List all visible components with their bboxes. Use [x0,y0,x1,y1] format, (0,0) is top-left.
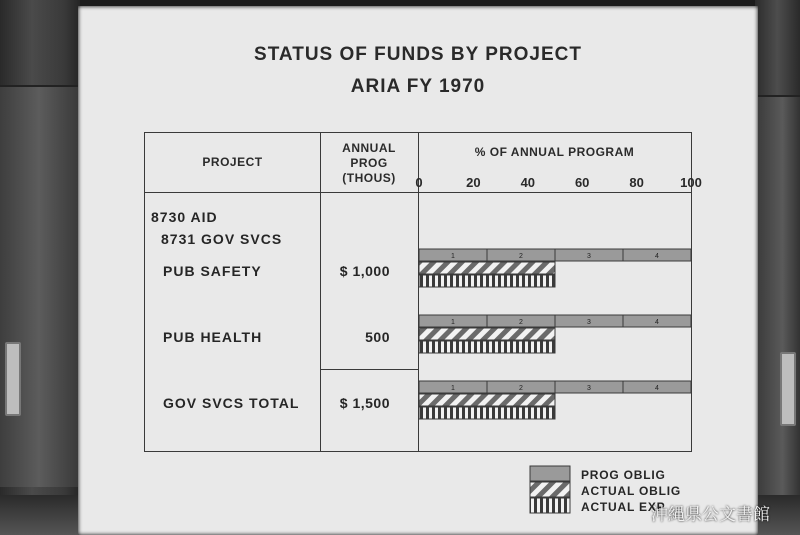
project-code-gov-svcs: 8731 GOV SVCS [161,231,283,247]
bar-actual-oblig [419,394,555,406]
hinge-left [5,342,21,416]
header-annual-line-1: ANNUAL [342,141,396,155]
quarter-label: 3 [587,385,591,392]
quarter-label: 1 [451,385,455,392]
x-tick-label: 80 [629,175,644,190]
quarter-label: 4 [655,319,659,326]
x-tick-label: 20 [466,175,481,190]
bar-actual-oblig [419,328,555,340]
archive-watermark: 沖縄県公文書館 [651,505,770,525]
project-code-aid: 8730 AID [151,209,218,225]
amount-pub-safety: $ 1,000 [339,263,390,279]
amount-pub-health: 500 [365,329,390,345]
legend-label-prog-oblig: PROG OBLIG [581,468,666,482]
x-tick-label: 40 [520,175,536,190]
row-label-pub-safety: PUB SAFETY [163,263,262,279]
quarter-label: 2 [519,253,523,260]
bar-actual-oblig [419,262,555,274]
row-label-pub-health: PUB HEALTH [163,329,263,345]
legend-label-actual-exp: ACTUAL EXP [581,500,666,514]
quarter-label: 2 [519,385,523,392]
quarter-label: 2 [519,319,523,326]
quarter-label: 1 [451,319,455,326]
chart-subtitle: ARIA FY 1970 [350,76,486,97]
bar-actual-exp [419,407,555,419]
row-label-gov-svcs-total: GOV SVCS TOTAL [163,395,300,411]
legend-swatch-actual-exp [530,498,570,513]
wood-panel-right [756,95,800,497]
bar-actual-exp [419,341,555,353]
bar-actual-exp [419,275,555,287]
display-board [78,6,758,535]
hinge-right [780,352,796,426]
amount-gov-svcs-total: $ 1,500 [339,395,390,411]
header-annual-line-2: PROG [350,156,388,170]
quarter-label: 3 [587,253,591,260]
legend-label-actual-oblig: ACTUAL OBLIG [581,484,682,498]
x-tick-label: 100 [680,175,702,190]
wood-panel-left [0,85,78,487]
x-tick-label: 60 [574,175,590,190]
legend-swatch-prog-oblig [530,466,570,481]
chart-title: STATUS OF FUNDS BY PROJECT [254,44,582,65]
header-project: PROJECT [202,155,263,169]
legend-swatch-actual-oblig [530,482,570,497]
x-tick-label: 0 [415,175,423,190]
quarter-label: 4 [655,253,659,260]
quarter-label: 3 [587,319,591,326]
quarter-label: 1 [451,253,455,260]
header-annual-line-3: (THOUS) [342,171,396,185]
header-pct-title: % OF ANNUAL PROGRAM [474,145,635,159]
bar-chart-svg [78,6,758,535]
quarter-label: 4 [655,385,659,392]
